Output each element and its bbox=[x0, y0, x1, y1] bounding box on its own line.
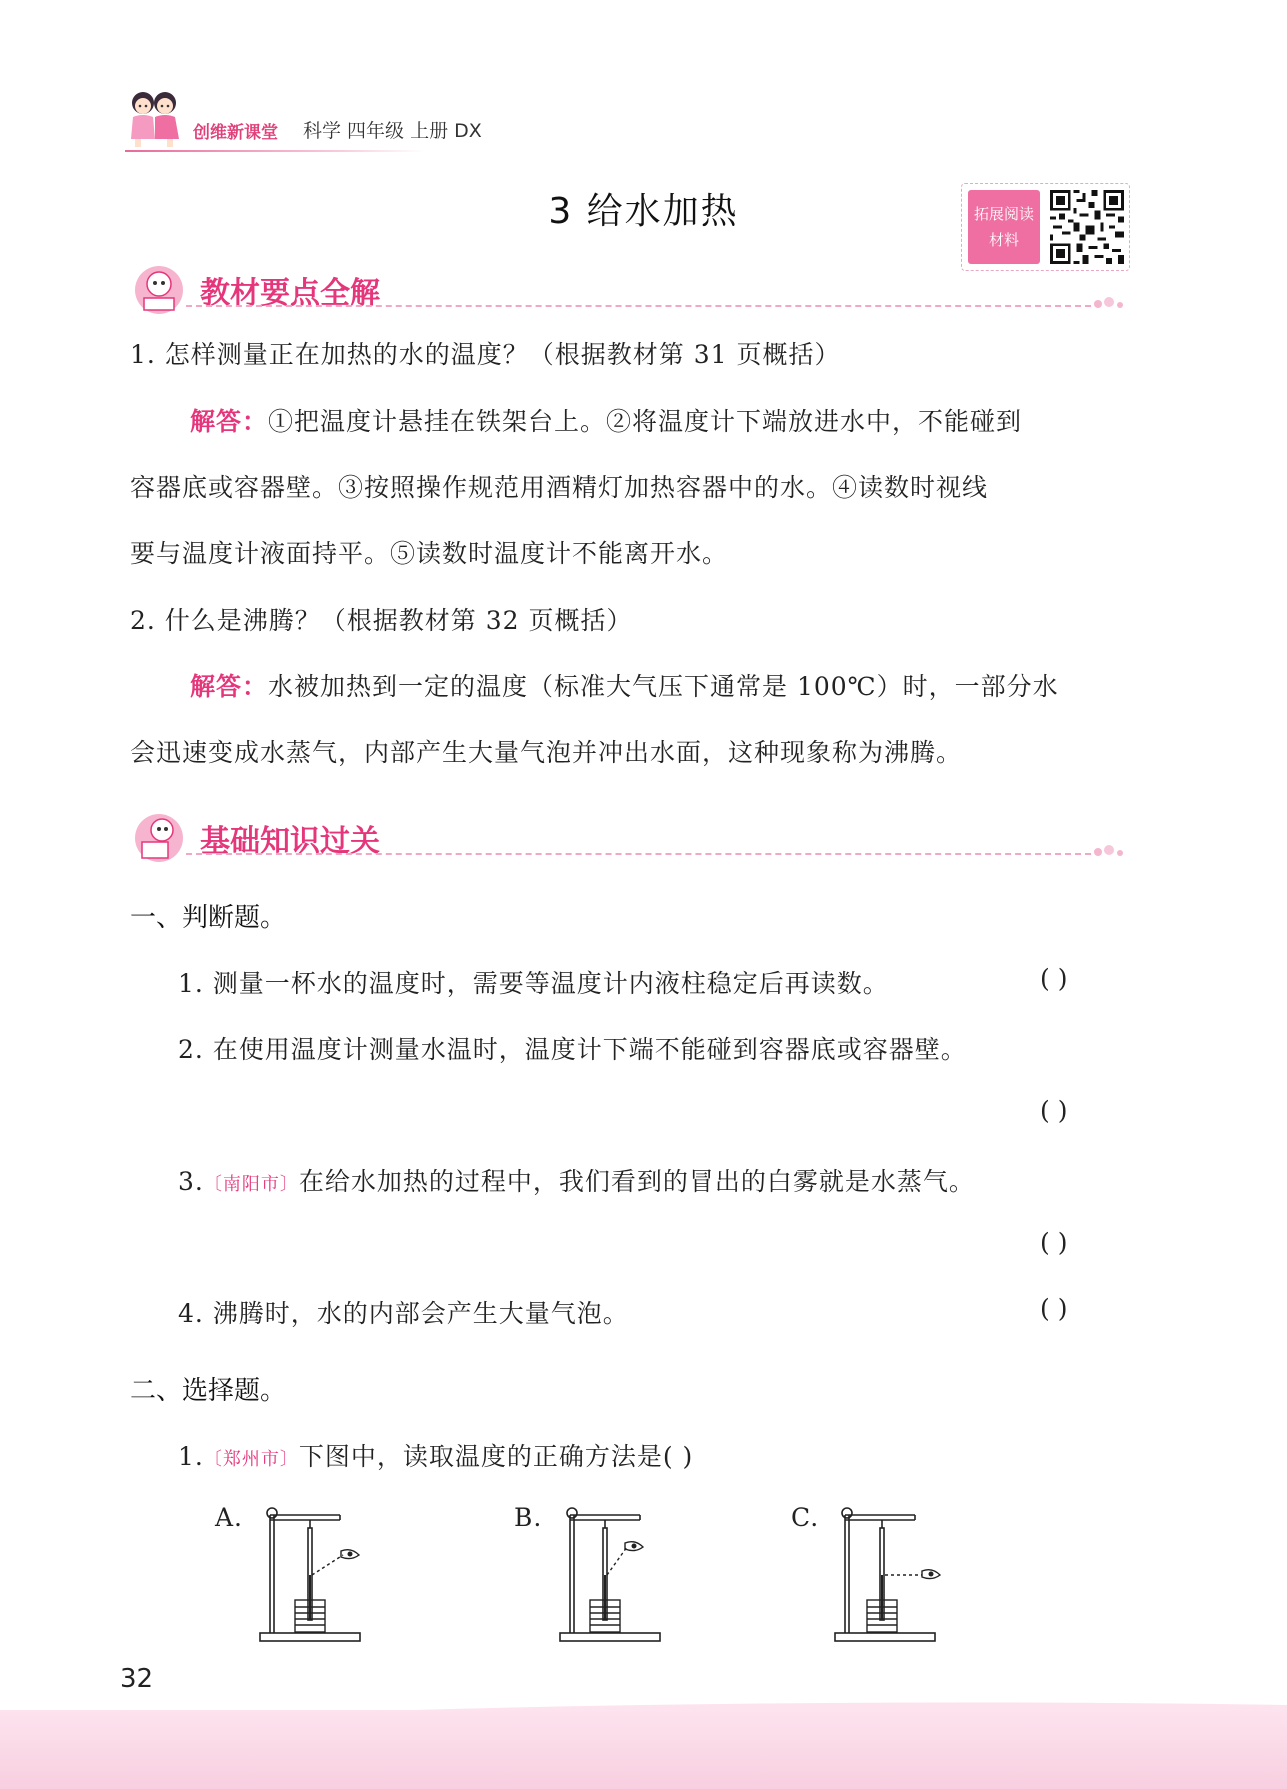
subject-label: 科学 四年级 上册 DX bbox=[303, 120, 482, 142]
answer-label: 解答： bbox=[190, 407, 269, 436]
item-number: 1. bbox=[178, 1442, 204, 1471]
choice-item-1 bbox=[178, 1437, 693, 1473]
part-2-heading: 二、选择题。 bbox=[130, 1376, 287, 1406]
answer-text: ①把温度计悬挂在铁架台上。②将温度计下端放进水中，不能碰到 bbox=[268, 407, 1023, 436]
answer-text: 水被加热到一定的温度（标准大气压下通常是 100℃）时，一部分水 bbox=[268, 672, 1059, 701]
section-header-basic-knowledge bbox=[130, 808, 1130, 864]
mascot-kids-icon bbox=[125, 87, 185, 149]
answer-1-line-1 bbox=[190, 402, 1022, 438]
brand-name: 创维新课堂 bbox=[193, 123, 278, 143]
answer-blank[interactable]: ( ) bbox=[1040, 964, 1068, 993]
option-a-label[interactable]: A. bbox=[215, 1503, 244, 1532]
qr-label-line1: 拓展阅读 bbox=[973, 205, 1034, 223]
region-tag: 〔南阳市〕 bbox=[203, 1174, 299, 1195]
item-text: 在给水加热的过程中，我们看到的冒出的白雾就是水蒸气。 bbox=[298, 1167, 975, 1196]
judge-item-1: 1. 测量一杯水的温度时，需要等温度计内液柱稳定后再读数。 bbox=[178, 969, 889, 998]
page-title: 3 给水加热 bbox=[548, 191, 739, 232]
answer-2-line-2: 会迅速变成水蒸气，内部产生大量气泡并冲出水面，这种现象称为沸腾。 bbox=[130, 738, 963, 767]
decorative-dots-icon bbox=[1092, 294, 1132, 314]
answer-blank[interactable]: ( ) bbox=[1040, 1096, 1068, 1125]
option-c-figure[interactable] bbox=[830, 1495, 960, 1645]
footer-band bbox=[0, 1710, 1287, 1789]
qr-label-line2: 材料 bbox=[988, 231, 1019, 249]
qr-extended-reading[interactable] bbox=[961, 183, 1130, 271]
qr-label bbox=[968, 190, 1040, 264]
section-header-key-points bbox=[130, 260, 1130, 316]
mascot-book-icon bbox=[130, 260, 188, 316]
question-1: 1. 怎样测量正在加热的水的温度？（根据教材第 31 页概括） bbox=[130, 340, 841, 369]
answer-2-line-1 bbox=[190, 667, 1059, 703]
mascot-reading-icon bbox=[130, 808, 188, 864]
decorative-dots-icon bbox=[1092, 842, 1132, 862]
region-tag: 〔郑州市〕 bbox=[203, 1449, 299, 1470]
answer-label: 解答： bbox=[190, 672, 269, 701]
question-2: 2. 什么是沸腾？（根据教材第 32 页概括） bbox=[130, 606, 633, 635]
item-number: 3. bbox=[178, 1167, 204, 1196]
qr-code-icon[interactable] bbox=[1050, 190, 1124, 264]
answer-blank[interactable]: ( ) bbox=[1040, 1294, 1068, 1323]
section-title: 教材要点全解 bbox=[200, 276, 380, 311]
page-header bbox=[125, 82, 625, 162]
section-title: 基础知识过关 bbox=[200, 824, 380, 859]
judge-item-2: 2. 在使用温度计测量水温时，温度计下端不能碰到容器底或容器壁。 bbox=[178, 1035, 967, 1064]
part-1-heading: 一、判断题。 bbox=[130, 903, 287, 933]
section-divider bbox=[186, 305, 1091, 307]
answer-1-line-3: 要与温度计液面持平。⑤读数时温度计不能离开水。 bbox=[130, 539, 729, 568]
item-text: 下图中，读取温度的正确方法是( ) bbox=[298, 1442, 694, 1471]
page-number: 32 bbox=[120, 1664, 154, 1694]
option-c-label[interactable]: C. bbox=[791, 1503, 820, 1532]
answer-1-line-2: 容器底或容器壁。③按照操作规范用酒精灯加热容器中的水。④读数时视线 bbox=[130, 473, 989, 502]
header-divider bbox=[125, 150, 425, 152]
judge-item-4: 4. 沸腾时，水的内部会产生大量气泡。 bbox=[178, 1299, 629, 1328]
section-divider bbox=[186, 853, 1091, 855]
option-b-figure[interactable] bbox=[555, 1495, 675, 1645]
option-a-figure[interactable] bbox=[255, 1495, 375, 1645]
answer-blank[interactable]: ( ) bbox=[1040, 1228, 1068, 1257]
option-b-label[interactable]: B. bbox=[514, 1503, 543, 1532]
judge-item-3 bbox=[178, 1162, 975, 1198]
